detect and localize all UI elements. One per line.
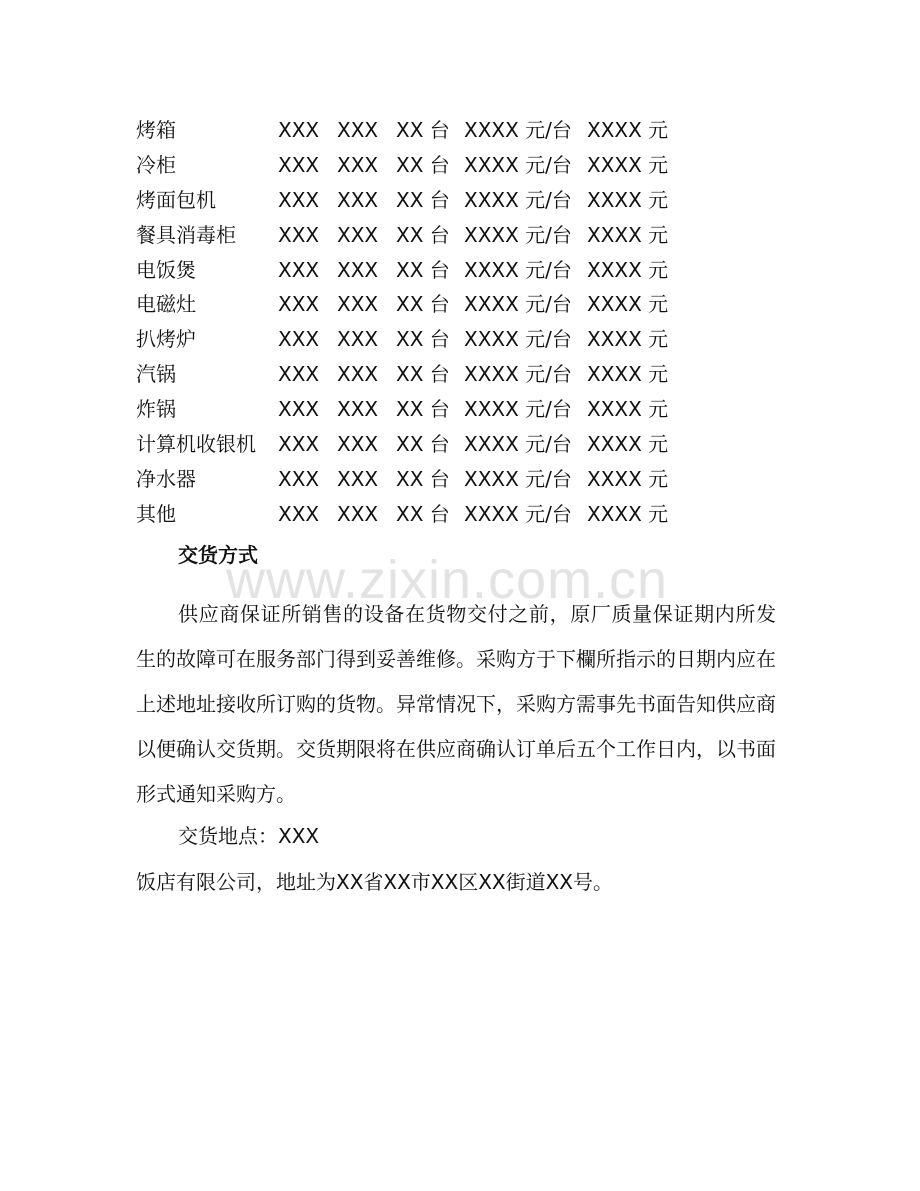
equipment-total: XXXX 元 [587, 397, 669, 422]
equipment-row [136, 113, 696, 148]
delivery-heading: 交货方式 [178, 543, 258, 567]
equipment-name: 烤箱 [136, 118, 176, 142]
equipment-row [136, 218, 696, 253]
equipment-col1: XXX [278, 327, 320, 352]
equipment-qty: XX 台 [396, 432, 450, 457]
equipment-name: 电饭煲 [136, 257, 196, 282]
equipment-list [136, 113, 696, 532]
equipment-name: 冷柜 [136, 152, 176, 177]
equipment-unit-price: XXXX 元/台 [464, 152, 572, 177]
equipment-total: XXXX 元 [587, 501, 669, 526]
equipment-col1: XXX [278, 187, 320, 212]
equipment-col2: XXX [337, 501, 379, 526]
equipment-qty: XX 台 [396, 397, 450, 422]
equipment-qty: XX 台 [396, 257, 450, 282]
equipment-col2: XXX [337, 397, 379, 422]
equipment-name: 餐具消毒柜 [136, 222, 236, 247]
equipment-total: XXXX 元 [587, 222, 669, 247]
equipment-col1: XXX [278, 362, 320, 387]
equipment-row [136, 287, 696, 322]
equipment-total: XXXX 元 [587, 118, 669, 142]
equipment-unit-price: XXXX 元/台 [464, 432, 572, 457]
equipment-qty: XX 台 [396, 327, 450, 352]
equipment-name: 炸锅 [136, 397, 176, 422]
watermark-text: www.zixin.com.cn [226, 550, 669, 610]
equipment-col2: XXX [337, 222, 379, 247]
equipment-total: XXXX 元 [587, 362, 669, 387]
equipment-unit-price: XXXX 元/台 [464, 327, 572, 352]
equipment-total: XXXX 元 [587, 327, 669, 352]
equipment-row [136, 253, 696, 288]
delivery-location-address: 饭店有限公司，地址为XX省XX市XX区XX街道XX号。 [136, 870, 614, 894]
equipment-row [136, 427, 696, 462]
equipment-qty: XX 台 [396, 222, 450, 247]
equipment-name: 其他 [136, 501, 176, 526]
equipment-unit-price: XXXX 元/台 [464, 501, 572, 526]
equipment-unit-price: XXXX 元/台 [464, 222, 572, 247]
equipment-qty: XX 台 [396, 118, 450, 142]
equipment-col2: XXX [337, 362, 379, 387]
equipment-name: 烤面包机 [136, 187, 216, 212]
equipment-total: XXXX 元 [587, 432, 669, 457]
equipment-col2: XXX [337, 187, 379, 212]
equipment-name: 计算机收银机 [136, 432, 256, 457]
equipment-col1: XXX [278, 118, 320, 142]
equipment-name: 汽锅 [136, 362, 176, 387]
equipment-name: 电磁灶 [136, 292, 196, 317]
equipment-unit-price: XXXX 元/台 [464, 292, 572, 317]
equipment-col2: XXX [337, 152, 379, 177]
equipment-qty: XX 台 [396, 362, 450, 387]
equipment-qty: XX 台 [396, 466, 450, 491]
equipment-col2: XXX [337, 257, 379, 282]
equipment-unit-price: XXXX 元/台 [464, 118, 572, 142]
equipment-unit-price: XXXX 元/台 [464, 362, 572, 387]
equipment-col1: XXX [278, 397, 320, 422]
equipment-unit-price: XXXX 元/台 [464, 466, 572, 491]
equipment-col2: XXX [337, 432, 379, 457]
equipment-col2: XXX [337, 118, 379, 142]
equipment-row [136, 183, 696, 218]
equipment-row [136, 462, 696, 497]
equipment-unit-price: XXXX 元/台 [464, 397, 572, 422]
equipment-col2: XXX [337, 292, 379, 317]
equipment-row [136, 148, 696, 183]
delivery-paragraph: 供应商保证所销售的设备在货物交付之前，原厂质量保证期内所发生的故障可在服务部门得到妥善维修。采购方于下欄所指示的日期内应在上述地址接收所订购的货物。异常情况下，采购方需事先书面告知供应商以便确认交货期。交货期限将在供应商确认订单后五个工作日内，以书面形式通知采购方。 [136, 602, 776, 806]
equipment-col1: XXX [278, 501, 320, 526]
delivery-location-label: 交货地点：XXX [178, 824, 320, 848]
equipment-unit-price: XXXX 元/台 [464, 187, 572, 212]
equipment-row [136, 322, 696, 357]
equipment-total: XXXX 元 [587, 257, 669, 282]
equipment-unit-price: XXXX 元/台 [464, 257, 572, 282]
equipment-col1: XXX [278, 292, 320, 317]
equipment-row [136, 357, 696, 392]
equipment-row [136, 392, 696, 427]
equipment-col1: XXX [278, 152, 320, 177]
equipment-qty: XX 台 [396, 187, 450, 212]
equipment-col1: XXX [278, 432, 320, 457]
equipment-total: XXXX 元 [587, 187, 669, 212]
equipment-col1: XXX [278, 466, 320, 491]
equipment-col2: XXX [337, 327, 379, 352]
equipment-name: 扒烤炉 [136, 327, 196, 352]
equipment-qty: XX 台 [396, 501, 450, 526]
equipment-row [136, 497, 696, 532]
equipment-total: XXXX 元 [587, 466, 669, 491]
equipment-col2: XXX [337, 466, 379, 491]
equipment-total: XXXX 元 [587, 292, 669, 317]
equipment-col1: XXX [278, 257, 320, 282]
equipment-name: 净水器 [136, 466, 196, 491]
equipment-col1: XXX [278, 222, 320, 247]
equipment-qty: XX 台 [396, 292, 450, 317]
equipment-total: XXXX 元 [587, 152, 669, 177]
equipment-qty: XX 台 [396, 152, 450, 177]
